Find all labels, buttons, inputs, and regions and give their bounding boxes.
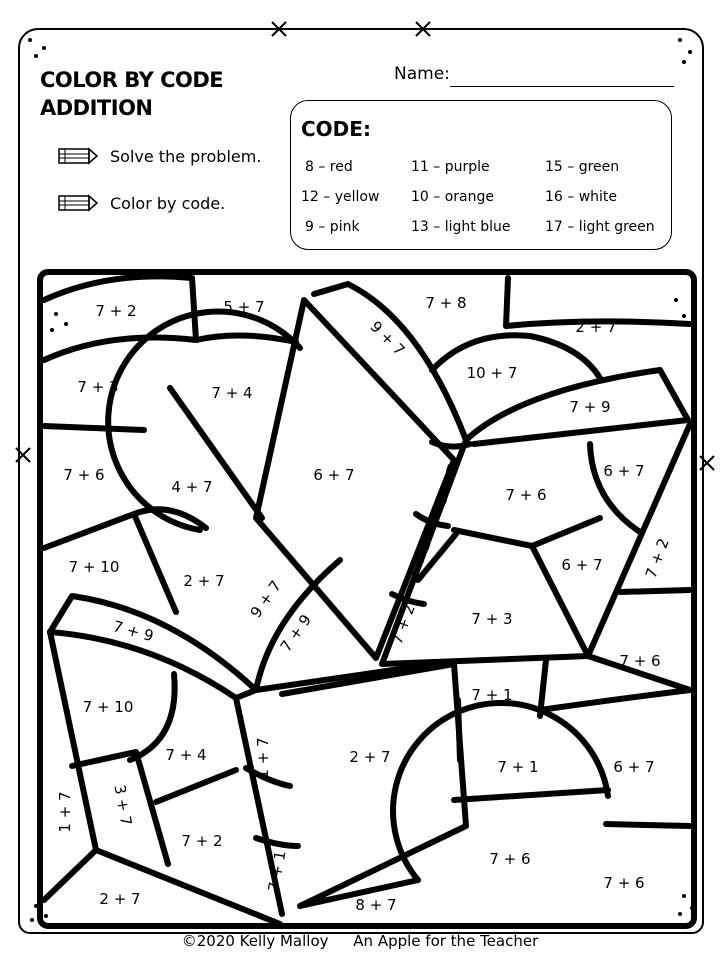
problem-label: 7 + 10 <box>68 558 120 576</box>
code-item: 9 – pink <box>305 219 360 235</box>
problem-label: 7 + 3 <box>77 378 119 396</box>
footer <box>0 932 720 950</box>
region-outline <box>256 838 298 846</box>
circle-shape <box>108 312 300 530</box>
code-item: 13 – light blue <box>411 219 511 235</box>
problem-label: 7 + 4 <box>165 746 207 764</box>
problem-label: 7 + 2 <box>387 601 419 647</box>
problem-label: 2 + 7 <box>183 572 225 590</box>
instruction-text: Solve the problem. <box>110 146 262 166</box>
problem-label: 7 + 6 <box>603 874 645 892</box>
region-outline <box>458 700 460 760</box>
problem-label: 7 + 2 <box>641 535 673 581</box>
region-outline <box>454 530 586 652</box>
problem-label: 7 + 1 <box>264 849 290 893</box>
code-item: 12 – yellow <box>301 189 380 205</box>
problem-label: 7 + 6 <box>505 486 547 504</box>
code-title: CODE: <box>301 117 371 141</box>
instruction-text: Color by code. <box>110 193 226 213</box>
problem-label: 7 + 8 <box>425 294 467 312</box>
problem-label: 2 + 7 <box>99 890 141 908</box>
region-outline <box>44 850 96 900</box>
problem-label: 6 + 7 <box>313 466 355 484</box>
region-outline <box>44 426 144 430</box>
brand-text: An Apple for the Teacher <box>353 932 539 950</box>
problem-label: 9 + 7 <box>366 317 409 360</box>
code-item: 11 – purple <box>411 159 490 175</box>
problem-label: 7 + 2 <box>95 302 137 320</box>
problem-label: 8 + 7 <box>355 896 397 914</box>
region-outline <box>532 518 600 546</box>
problem-label: 7 + 9 <box>569 398 611 416</box>
problem-label: 5 + 7 <box>223 298 265 316</box>
problem-label: 7 + 6 <box>619 652 661 670</box>
problem-label: 7 + 6 <box>489 850 531 868</box>
problem-label: 7 + 6 <box>63 466 105 484</box>
problem-label: 2 + 7 <box>349 748 391 766</box>
code-item: 17 – light green <box>545 219 655 235</box>
problem-label: 2 + 7 <box>575 318 617 336</box>
region-outline <box>432 442 470 447</box>
code-item: 16 – white <box>545 189 618 205</box>
region-outline <box>156 770 236 802</box>
problem-label: 1 + 7 <box>56 791 74 833</box>
problem-label: 3 + 7 <box>110 783 136 827</box>
region-outline <box>620 590 690 592</box>
problem-label: 7 + 1 <box>497 758 539 776</box>
region-outline <box>606 824 690 826</box>
code-item: 15 – green <box>545 159 620 175</box>
book-outline <box>256 662 448 690</box>
copyright-text: ©2020 Kelly Malloy <box>181 932 329 950</box>
region-outline <box>170 388 262 518</box>
problem-label: 7 + 3 <box>471 610 513 628</box>
problem-label: 7 + 4 <box>211 384 253 402</box>
title-line-1: COLOR BY CODE <box>40 68 224 92</box>
problem-label: 7 + 1 <box>471 686 513 704</box>
problem-label: 7 + 2 <box>181 832 223 850</box>
problem-label: 7 + 10 <box>82 698 134 716</box>
problem-label: 3 + 7 <box>431 461 463 507</box>
region-outline <box>540 690 690 710</box>
problem-label: 7 + 9 <box>276 611 316 656</box>
code-item: 10 – orange <box>411 189 494 205</box>
problem-label: 1 + 7 <box>254 737 272 779</box>
title-line-2: ADDITION <box>40 96 153 120</box>
problem-label: 6 + 7 <box>613 758 655 776</box>
name-label: Name: <box>394 64 450 84</box>
problem-label: 9 + 7 <box>246 577 286 622</box>
problem-label: 4 + 7 <box>171 478 213 496</box>
region-outline <box>44 335 296 360</box>
problem-label: 7 + 9 <box>111 617 156 646</box>
book-outline <box>50 632 280 924</box>
region-outline <box>454 790 608 800</box>
code-item: 8 – red <box>305 159 353 175</box>
problem-label: 7 + 2 <box>403 537 435 583</box>
problem-label: 6 + 7 <box>561 556 603 574</box>
problem-label: 6 + 7 <box>603 462 645 480</box>
region-outline <box>282 664 466 906</box>
problem-label: 10 + 7 <box>466 364 518 382</box>
